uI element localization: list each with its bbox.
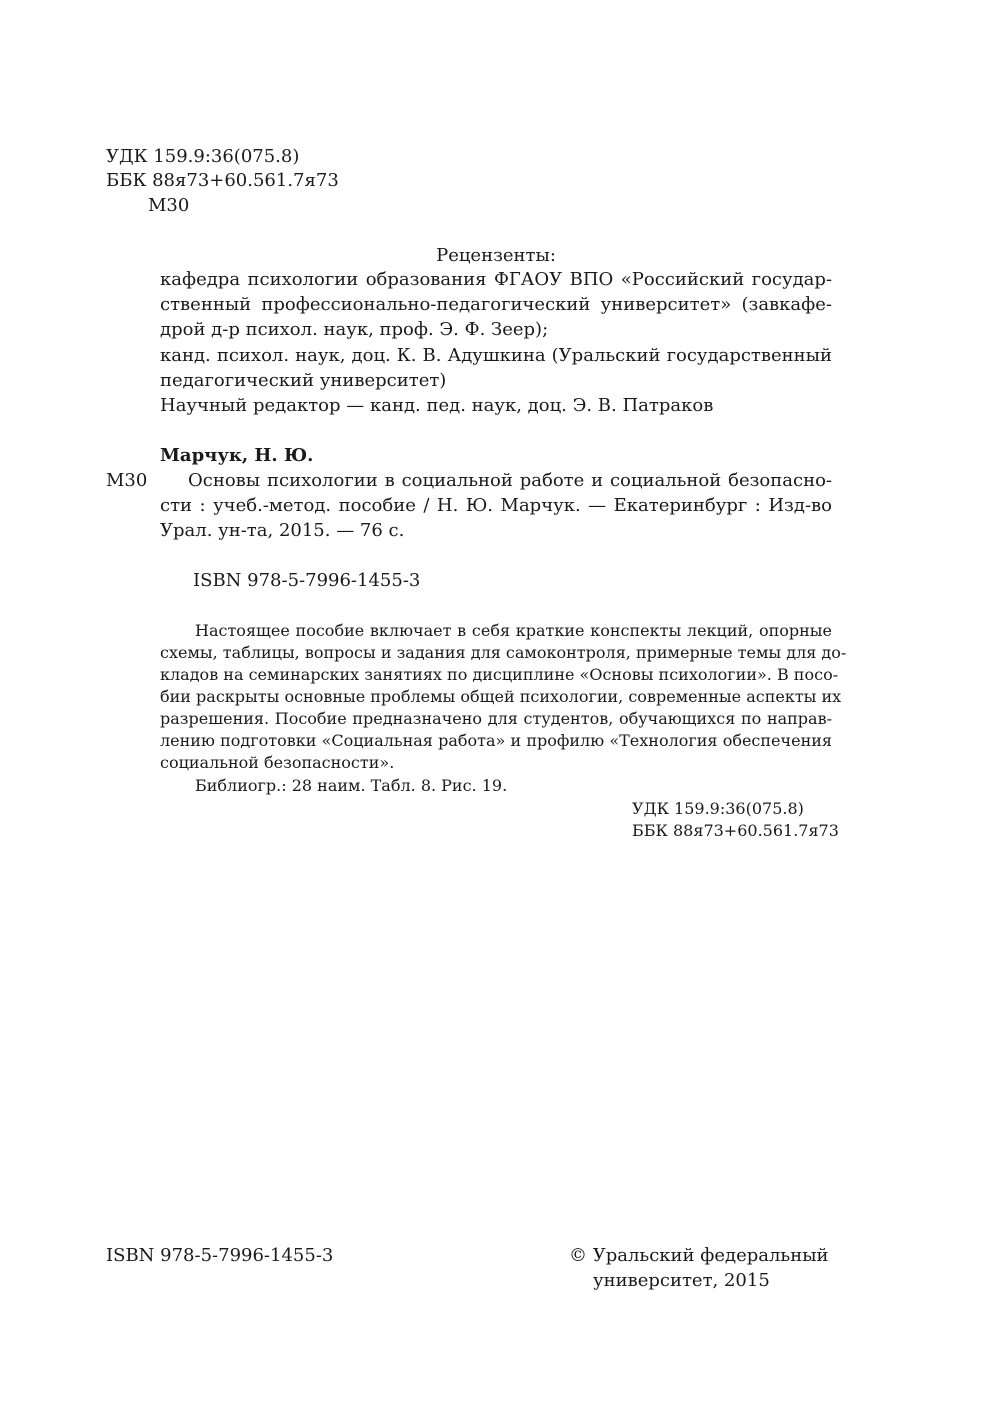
reviewers-line-1: кафедра психологии образования ФГАОУ ВПО «Российский государ- bbox=[160, 269, 832, 290]
catalog-isbn: ISBN 978-5-7996-1455-3 bbox=[193, 570, 421, 591]
catalog-title-line-1: Основы психологии в социальной работе и социальной безопасно- bbox=[188, 470, 832, 491]
footer-isbn: ISBN 978-5-7996-1455-3 bbox=[106, 1245, 334, 1266]
top-bbk: ББК 88я73+60.561.7я73 bbox=[106, 170, 339, 191]
annotation-line-7: социальной безопасности». bbox=[160, 753, 395, 772]
annotation-line-6: лению подготовки «Социальная работа» и профилю «Технология обеспечения bbox=[160, 731, 832, 750]
annotation-line-4: бии раскрыты основные проблемы общей психологии, современные аспекты их bbox=[160, 687, 842, 706]
annotation-line-2: схемы, таблицы, вопросы и задания для самоконтроля, примерные темы для до- bbox=[160, 643, 847, 662]
annotation-line-5: разрешения. Пособие предназначено для студентов, обучающихся по направ- bbox=[160, 709, 832, 728]
annotation-line-1: Настоящее пособие включает в себя краткие конспекты лекций, опорные bbox=[195, 621, 832, 640]
annotation-line-3: кладов на семинарских занятиях по дисциплине «Основы психологии». В посо- bbox=[160, 665, 839, 684]
catalog-author: Марчук, Н. Ю. bbox=[160, 445, 314, 466]
scientific-editor: Научный редактор — канд. пед. наук, доц. Э. В. Патраков bbox=[160, 395, 714, 416]
catalog-title-line-3: Урал. ун-та, 2015. — 76 с. bbox=[160, 520, 405, 541]
reviewers-heading: Рецензенты: bbox=[436, 245, 556, 266]
top-udk: УДК 159.9:36(075.8) bbox=[106, 146, 300, 167]
reviewers-line-5: педагогический университет) bbox=[160, 370, 447, 391]
footer-copyright-line-1: © Уральский федеральный bbox=[569, 1245, 829, 1266]
annotation-udk: УДК 159.9:36(075.8) bbox=[632, 799, 804, 818]
footer-copyright-line-2: университет, 2015 bbox=[593, 1270, 770, 1291]
top-author-mark: М30 bbox=[148, 195, 190, 216]
reviewers-line-2: ственный профессионально-педагогический университет» (завкафе- bbox=[160, 294, 832, 315]
annotation-bibliography: Библиогр.: 28 наим. Табл. 8. Рис. 19. bbox=[195, 776, 508, 795]
annotation-bbk: ББК 88я73+60.561.7я73 bbox=[632, 821, 839, 840]
reviewers-line-4: канд. психол. наук, доц. К. В. Адушкина (Уральский государственный bbox=[160, 345, 832, 366]
catalog-mark: М30 bbox=[106, 470, 148, 491]
catalog-title-line-2: сти : учеб.-метод. пособие / Н. Ю. Марчук. — Екатеринбург : Изд-во bbox=[160, 495, 832, 516]
reviewers-line-3: дрой д-р психол. наук, проф. Э. Ф. Зеер); bbox=[160, 319, 549, 340]
